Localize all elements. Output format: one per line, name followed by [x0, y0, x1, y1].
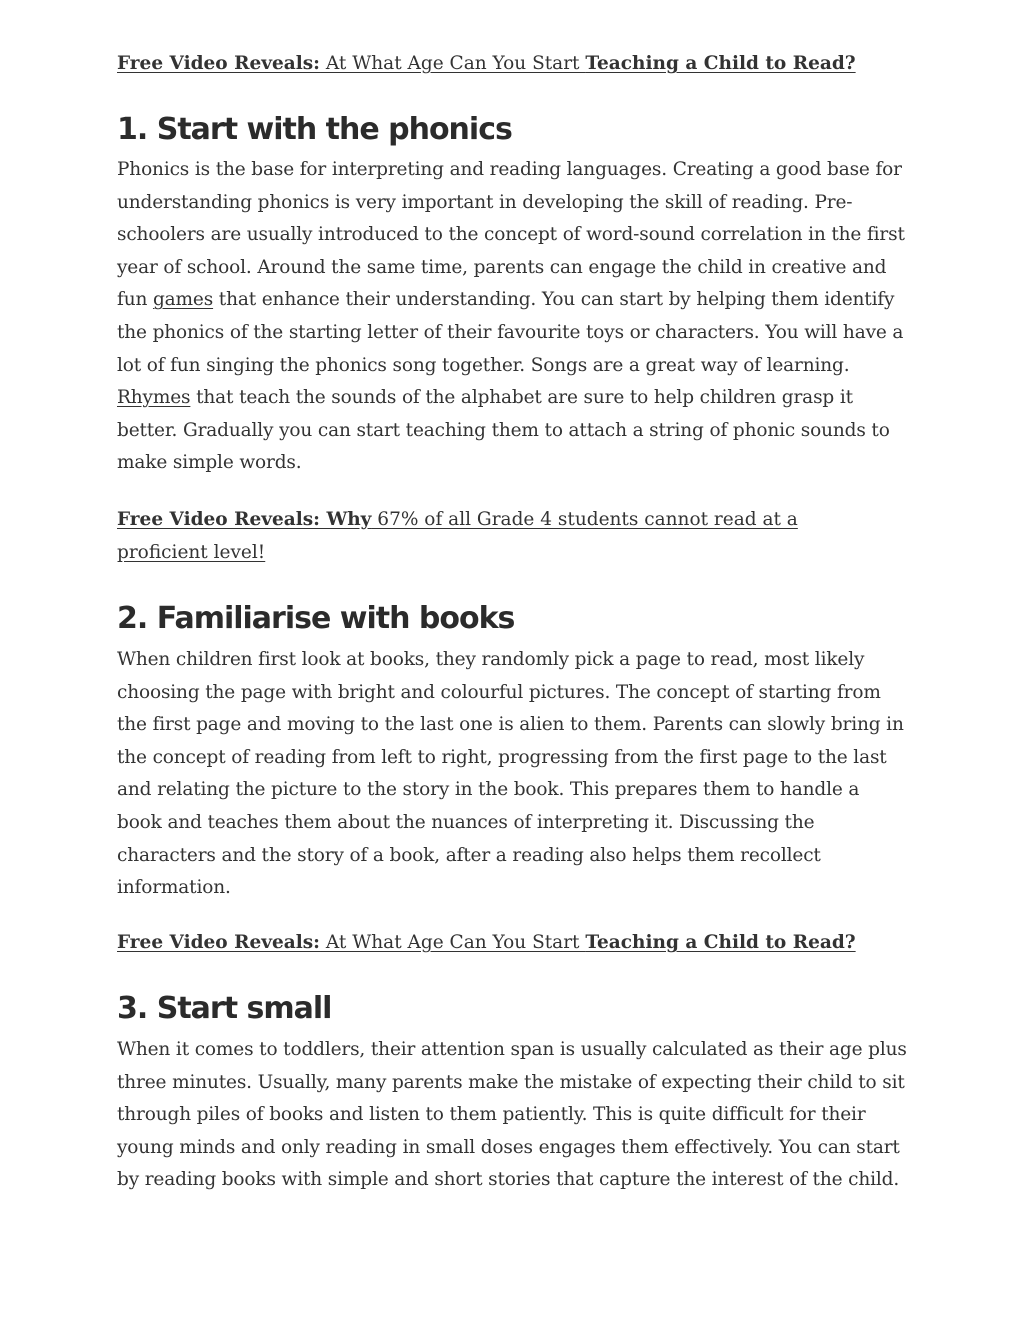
section-heading-phonics: 1. Start with the phonics: [117, 112, 512, 147]
promo-anchor-2[interactable]: Free Video Reveals: Why 67% of all Grade 4 students cannot read at a proficient level!: [117, 509, 798, 563]
rhymes-link[interactable]: Rhymes: [117, 387, 191, 409]
section-body-phonics: Phonics is the base for interpreting and reading languages. Creating a good base for understanding phonics is very important in developing the skill of reading. Pre-schoolers are usually introduced to the concept of word-sound correlation in the first year of school. Around the same time, parents can engage the child in creative and fun games that enhance their understanding. You can start by helping them identify the phonics of the starting letter of their favourite toys or characters. You will have a lot of fun singing the phonics song together. Songs are a great way of learning. Rhymes that teach the sounds of the alphabet are sure to help children grasp it better. Gradually you can start teaching them to attach a string of phonic sounds to make simple words.: [117, 159, 905, 474]
games-link[interactable]: games: [152, 289, 214, 311]
section-heading-books: 2. Familiarise with books: [117, 601, 515, 636]
section-body-books: When children first look at books, they randomly pick a page to read, most likely choosing the page with bright and colourful pictures. The concept of starting from the first page and moving to the last one is alien to them. Parents can slowly bring in the concept of reading from left to right, progressing from the first page to the last and relating the picture to the story in the book. This prepares them to handle a book and teaches them about the nuances of interpreting it. Discussing the characters and the story of a book, after a reading also helps them recollect information.: [117, 649, 904, 899]
promo-link-3[interactable]: [117, 926, 907, 959]
promo-anchor-3[interactable]: Free Video Reveals: At What Age Can You Start Teaching a Child to Read?: [117, 932, 856, 953]
promo-anchor-1[interactable]: Free Video Reveals: At What Age Can You Start Teaching a Child to Read?: [117, 53, 856, 74]
promo-link-1[interactable]: [117, 47, 907, 80]
section-body-start-small: When it comes to toddlers, their attention span is usually calculated as their age plus three minutes. Usually, many parents make the mistake of expecting their child to sit through piles of books and listen to them patiently. This is quite difficult for their young minds and only reading in small doses engages them effectively. You can start by reading books with simple and short stories that capture the interest of the child.: [117, 1039, 907, 1191]
promo-link-2[interactable]: [117, 503, 887, 569]
section-heading-start-small: 3. Start small: [117, 991, 332, 1026]
